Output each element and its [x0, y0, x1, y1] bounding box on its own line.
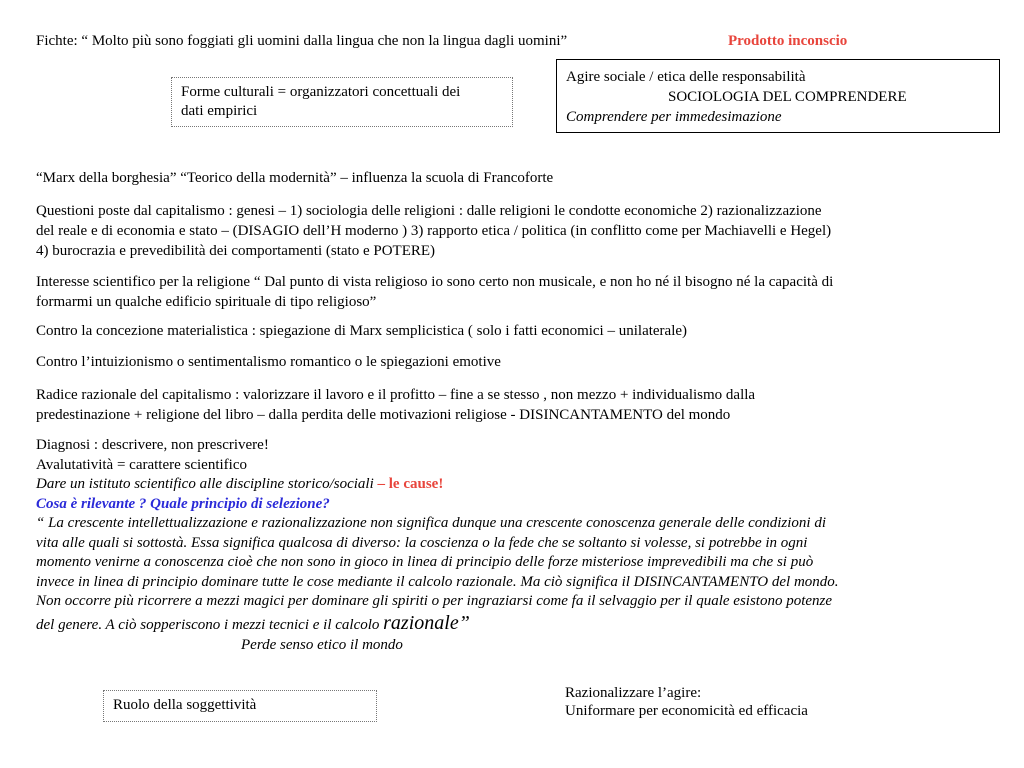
questioni-line3: 4) burocrazia e prevedibilità dei comportamenti (stato e POTERE)	[36, 243, 436, 259]
principio-selezione-line: Cosa è rilevante ? Quale principio di selezione?	[36, 495, 330, 512]
interesse-line1: Interesse scientifico per la religione “ Dal punto di vista religioso io sono certo non musicale, e non ho né il bisogno né la capacità di	[36, 274, 834, 290]
interesse-line2: formarmi un qualche edificio spirituale di tipo religioso”	[36, 294, 377, 310]
perde-senso-etico: Perde senso etico il mondo	[241, 637, 403, 653]
quote-line5: Non occorre più ricorrere a mezzi magici per dominare gli spiriti o per ingraziarsi come fa il selvaggio per il quale esistono potenze	[36, 593, 833, 609]
radice-line2: predestinazione + religione del libro – dalla perdita delle motivazioni religiose - DISINCANTAMENTO del mondo	[36, 407, 731, 423]
fichte-quote: Fichte: “ Molto più sono foggiati gli uomini dalla lingua che non la lingua dagli uomini”	[36, 33, 568, 49]
weber-quote	[36, 514, 996, 635]
quote-last-text: del genere. A ciò sopperiscono i mezzi tecnici e il calcolo	[36, 616, 384, 633]
razionalizzare-line2: Uniformare per economicità ed efficacia	[565, 703, 808, 719]
quote-line4: invece in linea di principio dominare tutte le cose mediante il calcolo razionale. Ma ciò significa il DISINCANTAMENTO del mondo.	[36, 573, 839, 590]
questioni-line2: del reale e di economia e stato – (DISAGIO dell’H moderno ) 3) rapporto etica / politica (in conflitto come per Machiavelli e Hegel)	[36, 223, 832, 239]
ruolo-soggettivita-box	[103, 690, 377, 722]
quote-line2: vita alle quali si sottostà. Essa significa qualcosa di diverso: la coscienza o la fede che se soltanto si volesse, si potrebbe in ogni	[36, 534, 808, 551]
avalutativita-line: Avalutatività = carattere scientifico	[36, 456, 247, 473]
interesse-religione-paragraph	[36, 272, 996, 312]
questioni-capitalismo-paragraph	[36, 201, 996, 261]
quote-line6	[36, 611, 996, 636]
forme-line2: dati empirici	[181, 103, 258, 119]
agire-sociale-box	[556, 59, 1000, 133]
razionalizzare-block	[565, 684, 808, 720]
radice-razionale-paragraph	[36, 385, 996, 425]
questioni-line1: Questioni poste dal capitalismo : genesi – 1) sociologia delle religioni : dalle religioni le condotte economiche 2) razionalizzazione	[36, 203, 822, 219]
sociologia-comprendere: SOCIOLOGIA DEL COMPRENDERE	[668, 89, 907, 105]
forme-culturali-box	[171, 77, 513, 127]
diagnosi-line: Diagnosi : descrivere, non prescrivere!	[36, 437, 269, 453]
istituto-scientifico-line	[36, 475, 996, 495]
contro-intuizionismo-paragraph: Contro l’intuizionismo o sentimentalismo romantico o le spiegazioni emotive	[36, 354, 501, 370]
quote-line1: “ La crescente intellettualizzazione e razionalizzazione non significa dunque una crescente conoscenza generale delle condizioni di	[36, 515, 827, 531]
le-cause-text: – le cause!	[377, 476, 444, 492]
quote-line3: momento venirne a conoscenza cioè che non sono in gioco in linea di principio delle forze misteriose imprevedibili ma che si può	[36, 554, 814, 570]
razionale-word: razionale”	[383, 611, 470, 634]
istituto-text: Dare un istituto scientifico alle discipline storico/sociali	[36, 476, 374, 492]
forme-line1: Forme culturali = organizzatori concettuali dei	[181, 84, 461, 100]
contro-materialistica-paragraph: Contro la concezione materialistica : spiegazione di Marx semplicistica ( solo i fatti economici – unilaterale)	[36, 323, 688, 339]
agire-line1: Agire sociale / etica delle responsabilità	[566, 69, 806, 85]
prodotto-inconscio-label: Prodotto inconscio	[728, 33, 848, 49]
marx-borghesia-paragraph: “Marx della borghesia” “Teorico della modernità” – influenza la scuola di Francoforte	[36, 170, 554, 186]
diagnosi-block	[36, 436, 996, 635]
ruolo-soggettivita-label: Ruolo della soggettività	[113, 697, 257, 713]
comprendere-immedesimazione: Comprendere per immedesimazione	[566, 109, 782, 125]
radice-line1: Radice razionale del capitalismo : valorizzare il lavoro e il profitto – fine a se stesso , non mezzo + individualismo dalla	[36, 387, 756, 403]
razionalizzare-line1: Razionalizzare l’agire:	[565, 685, 702, 701]
